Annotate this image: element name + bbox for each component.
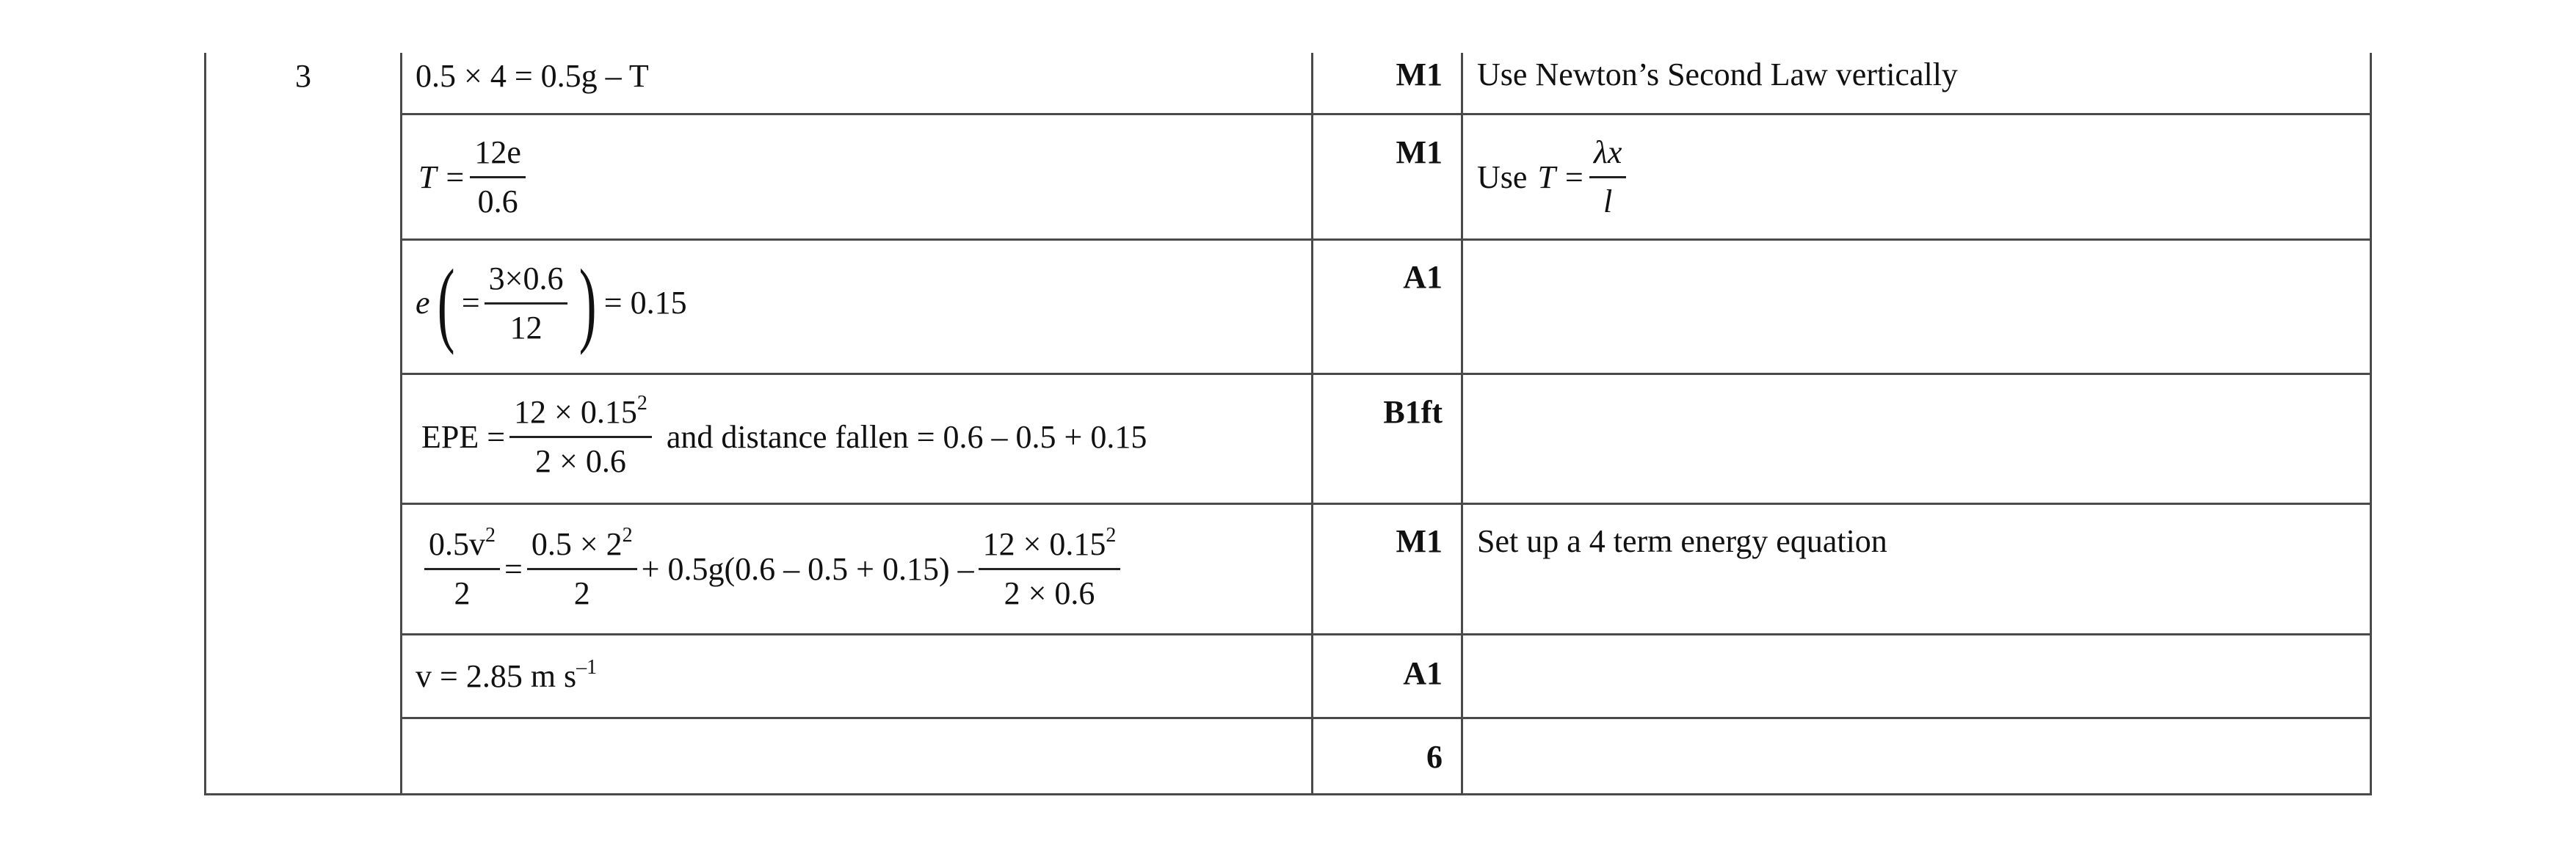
fraction-denominator: 2 <box>454 575 471 611</box>
row-divider <box>400 717 2370 719</box>
table-border-bottom <box>204 793 2372 795</box>
fraction-numerator: 0.5v <box>429 526 485 562</box>
fraction-numerator: 12 × 0.15 <box>514 394 637 430</box>
mark-row-4: B1ft <box>1383 394 1443 430</box>
fraction <box>979 524 1121 611</box>
working-row-2 <box>418 136 530 218</box>
mark-row-1: M1 <box>1396 57 1443 92</box>
table-border-right <box>2370 53 2372 795</box>
fraction-numerator: 0.5 × 2 <box>531 526 623 562</box>
working-row-1: 0.5 × 4 = 0.5g – T <box>416 58 649 94</box>
final-answer: v = 2.85 m s <box>416 658 577 694</box>
equals-sign: = <box>461 285 480 321</box>
row-divider <box>400 633 2370 635</box>
fraction <box>509 392 652 479</box>
row-divider <box>400 373 2370 375</box>
column-divider-working <box>400 53 402 795</box>
equation-rhs: = 0.15 <box>603 285 687 321</box>
working-row-4 <box>421 392 1147 479</box>
guidance-prefix: Use <box>1477 158 1528 195</box>
fraction-numerator: 3×0.6 <box>485 263 568 305</box>
fraction <box>527 524 637 611</box>
variable: e <box>416 285 430 321</box>
fraction-denominator: l <box>1603 183 1613 219</box>
column-divider-mark <box>1311 53 1313 795</box>
fraction-denominator: 2 × 0.6 <box>1004 575 1095 611</box>
mark-row-2: M1 <box>1396 134 1443 170</box>
distance-fallen-text: and distance fallen = 0.6 – 0.5 + 0.15 <box>666 418 1147 455</box>
left-parenthesis: ( <box>437 250 455 356</box>
working-row-3 <box>416 250 687 356</box>
equation-lhs: T = <box>1537 158 1585 195</box>
fraction-numerator: 12e <box>470 136 526 178</box>
equation-lhs: EPE = <box>421 418 506 455</box>
row-divider <box>400 113 2370 115</box>
fraction-denominator: 2 × 0.6 <box>535 443 626 479</box>
fraction <box>1589 136 1627 218</box>
fraction-denominator: 0.6 <box>477 183 518 219</box>
exponent: 2 <box>636 392 647 415</box>
equals-sign: = <box>504 550 523 587</box>
mark-row-3: A1 <box>1403 259 1443 295</box>
exponent: –1 <box>576 656 598 679</box>
fraction-numerator: λx <box>1589 136 1627 178</box>
exponent: 2 <box>1106 524 1117 547</box>
exponent: 2 <box>485 524 496 547</box>
mark-row-5: M1 <box>1396 523 1443 559</box>
guidance-row-1: Use Newton’s Second Law vertically <box>1477 57 1958 92</box>
fraction <box>485 260 568 346</box>
fraction-numerator: 12 × 0.15 <box>982 526 1106 562</box>
fraction-denominator: 2 <box>573 575 590 611</box>
question-number: 3 <box>295 58 311 94</box>
column-divider-guidance <box>1461 53 1463 795</box>
row-divider <box>400 503 2370 505</box>
table-border-left <box>204 53 206 795</box>
guidance-row-5: Set up a 4 term energy equation <box>1477 523 1887 559</box>
working-row-6 <box>416 656 598 694</box>
equation-lhs: T = <box>418 158 466 195</box>
guidance-row-2 <box>1477 136 1630 218</box>
fraction <box>424 524 500 611</box>
row-divider <box>400 238 2370 241</box>
right-parenthesis: ) <box>579 250 598 356</box>
fraction-denominator: 12 <box>509 309 543 346</box>
mark-row-6: A1 <box>1403 655 1443 691</box>
total-marks: 6 <box>1426 739 1443 775</box>
fraction <box>470 136 526 218</box>
energy-terms: + 0.5g(0.6 – 0.5 + 0.15) – <box>641 550 974 587</box>
working-row-5 <box>420 524 1125 611</box>
exponent: 2 <box>622 524 633 547</box>
